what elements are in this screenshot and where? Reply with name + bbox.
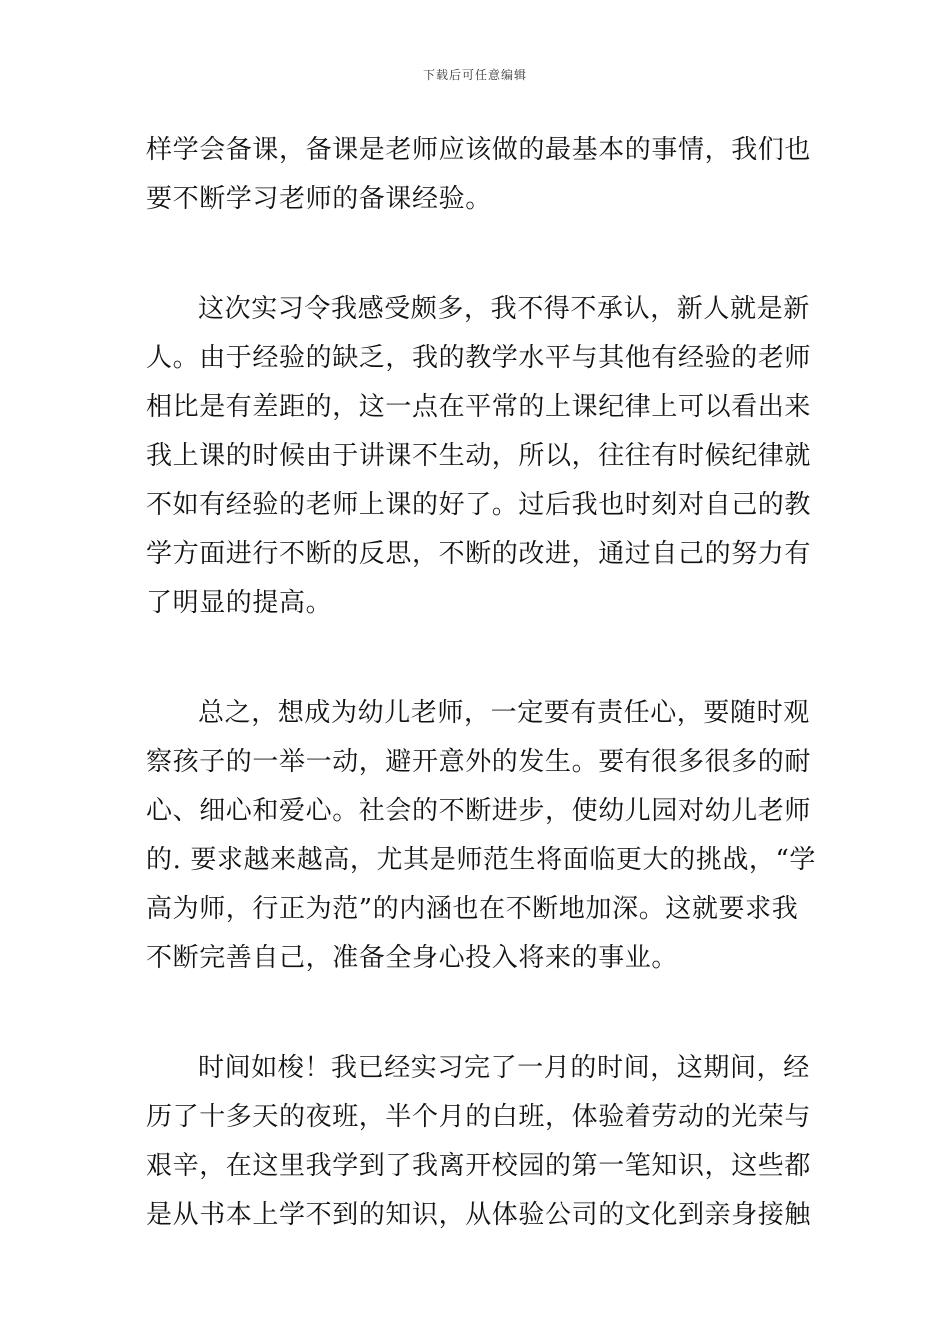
text-line: 总之，想成为幼儿老师，一定要有责任心，要随时观	[198, 698, 810, 728]
text-line: 样学会备课，备课是老师应该做的最基本的事情，我们也	[146, 135, 812, 165]
body-text	[146, 126, 817, 1240]
text-line: 不断完善自己，准备全身心投入将来的事业。	[146, 943, 679, 973]
text-line: 的. 要求越来越高，尤其是师范生将面临更大的挑战，“学	[146, 845, 817, 875]
text-line: 历了十多天的夜班，半个月的白班，体验着劳动的光荣与	[146, 1102, 812, 1132]
paragraph-gap	[146, 983, 806, 1044]
text-line: 不如有经验的老师上课的好了。过后我也时刻对自己的教	[146, 490, 812, 520]
text-line: 高为师，行正为范”的内涵也在不断地加深。这就要求我	[146, 894, 799, 924]
text-line: 察孩子的一举一动，避开意外的发生。要有很多很多的耐	[146, 747, 812, 777]
text-line: 艰辛，在这里我学到了我离开校园的第一笔知识，这些都	[146, 1151, 812, 1181]
text-line: 相比是有差距的，这一点在平常的上课纪律上可以看出来	[146, 392, 812, 422]
paragraph-2	[146, 285, 812, 628]
text-line: 时间如梭！我已经实习完了一月的时间，这期间，经	[198, 1053, 810, 1083]
text-line: 要不断学习老师的备课经验。	[146, 184, 492, 214]
text-line: 这次实习令我感受颇多，我不得不承认，新人就是新	[198, 294, 810, 324]
text-line: 心、细心和爱心。社会的不断进步，使幼儿园对幼儿老师	[146, 796, 812, 826]
paragraph-gap	[146, 224, 806, 285]
paragraph-3	[146, 689, 817, 983]
paragraph-4	[146, 1044, 812, 1240]
text-line: 我上课的时候由于讲课不生动，所以，往往有时候纪律就	[146, 441, 812, 471]
text-line: 人。由于经验的缺乏，我的教学水平与其他有经验的老师	[146, 343, 812, 373]
text-line: 是从书本上学不到的知识，从体验公司的文化到亲身接触	[146, 1200, 812, 1230]
text-line: 学方面进行不断的反思，不断的改进，通过自己的努力有	[146, 539, 812, 569]
header-note: 下载后可任意编辑	[422, 68, 527, 82]
text-line: 了明显的提高。	[146, 588, 333, 618]
paragraph-1	[146, 126, 812, 224]
paragraph-gap	[146, 628, 806, 689]
